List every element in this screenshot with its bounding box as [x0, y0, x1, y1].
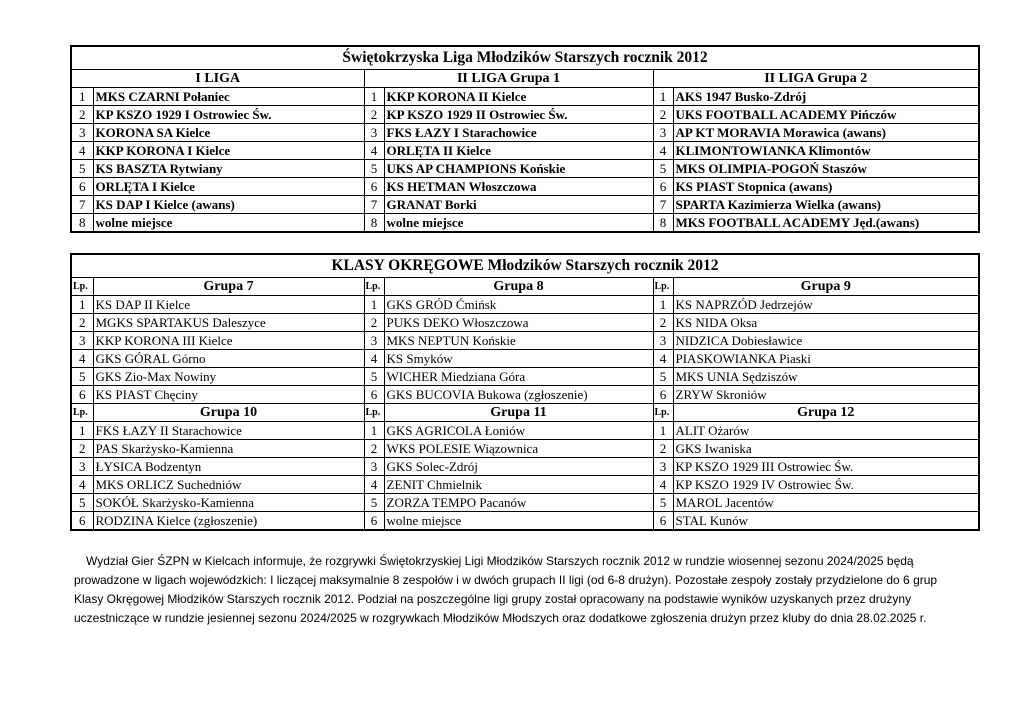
- row-number: 2: [364, 106, 384, 124]
- group-header: II LIGA Grupa 2: [653, 70, 979, 88]
- row-number: 3: [364, 124, 384, 142]
- table-row: [71, 88, 979, 106]
- table-row: [71, 160, 979, 178]
- lp-label: Lp.: [71, 404, 93, 422]
- lp-label: Lp.: [71, 278, 93, 296]
- team-name: GKS AGRICOLA Łoniów: [384, 422, 653, 440]
- table-row: [71, 142, 979, 160]
- row-number: 7: [653, 196, 673, 214]
- team-name: wolne miejsce: [384, 214, 653, 233]
- group-header: Grupa 8: [384, 278, 653, 296]
- table-row: [71, 196, 979, 214]
- row-number: 6: [71, 178, 93, 196]
- row-number: 4: [653, 476, 673, 494]
- table-row: [71, 332, 979, 350]
- team-name: PUKS DEKO Włoszczowa: [384, 314, 653, 332]
- table-row: [71, 494, 979, 512]
- row-number: 2: [653, 106, 673, 124]
- team-name: MKS OLIMPIA-POGOŃ Staszów: [673, 160, 979, 178]
- row-number: 3: [653, 458, 673, 476]
- row-number: 4: [71, 350, 93, 368]
- team-name: NIDZICA Dobiesławice: [673, 332, 979, 350]
- team-name: KS NAPRZÓD Jedrzejów: [673, 296, 979, 314]
- row-number: 5: [653, 160, 673, 178]
- row-number: 5: [653, 368, 673, 386]
- team-name: KP KSZO 1929 IV Ostrowiec Św.: [673, 476, 979, 494]
- row-number: 3: [71, 124, 93, 142]
- row-number: 1: [71, 296, 93, 314]
- row-number: 6: [653, 178, 673, 196]
- team-name: KS PIAST Stopnica (awans): [673, 178, 979, 196]
- team-name: FKS ŁAZY II Starachowice: [93, 422, 364, 440]
- lp-label: Lp.: [653, 404, 673, 422]
- table-row: [71, 350, 979, 368]
- row-number: 5: [364, 160, 384, 178]
- team-name: KLIMONTOWIANKA Klimontów: [673, 142, 979, 160]
- team-name: KS BASZTA Rytwiany: [93, 160, 364, 178]
- lp-label: Lp.: [653, 278, 673, 296]
- team-name: SPARTA Kazimierza Wielka (awans): [673, 196, 979, 214]
- team-name: KS PIAST Chęciny: [93, 386, 364, 404]
- team-name: STAL Kunów: [673, 512, 979, 531]
- team-name: MKS FOOTBALL ACADEMY Jęd.(awans): [673, 214, 979, 233]
- row-number: 5: [71, 160, 93, 178]
- team-name: KORONA SA Kielce: [93, 124, 364, 142]
- group-header: Grupa 10: [93, 404, 364, 422]
- row-number: 5: [364, 494, 384, 512]
- row-number: 3: [653, 124, 673, 142]
- row-number: 5: [364, 368, 384, 386]
- row-number: 2: [364, 440, 384, 458]
- row-number: 6: [364, 512, 384, 531]
- row-number: 7: [364, 196, 384, 214]
- lp-label: Lp.: [364, 404, 384, 422]
- team-name: wolne miejsce: [384, 512, 653, 531]
- team-name: ORLĘTA II Kielce: [384, 142, 653, 160]
- team-name: GKS Solec-Zdrój: [384, 458, 653, 476]
- row-number: 1: [653, 422, 673, 440]
- team-name: GKS GRÓD Ćmińsk: [384, 296, 653, 314]
- team-name: KP KSZO 1929 II Ostrowiec Św.: [384, 106, 653, 124]
- row-number: 3: [364, 458, 384, 476]
- team-name: MKS UNIA Sędziszów: [673, 368, 979, 386]
- team-name: MKS CZARNI Połaniec: [93, 88, 364, 106]
- liga-table: [70, 45, 980, 233]
- group-header-row: [71, 404, 979, 422]
- team-name: ZENIT Chmielnik: [384, 476, 653, 494]
- table-row: [71, 368, 979, 386]
- row-number: 6: [364, 386, 384, 404]
- team-name: GRANAT Borki: [384, 196, 653, 214]
- table-row: [71, 386, 979, 404]
- team-name: RODZINA Kielce (zgłoszenie): [93, 512, 364, 531]
- team-name: MGKS SPARTAKUS Daleszyce: [93, 314, 364, 332]
- row-number: 3: [71, 458, 93, 476]
- group-header: II LIGA Grupa 1: [364, 70, 653, 88]
- team-name: ORLĘTA I Kielce: [93, 178, 364, 196]
- liga-title: Świętokrzyska Liga Młodzików Starszych rocznik 2012: [71, 46, 979, 70]
- lp-label: Lp.: [364, 278, 384, 296]
- row-number: 2: [653, 440, 673, 458]
- team-name: MAROL Jacentów: [673, 494, 979, 512]
- row-number: 2: [364, 314, 384, 332]
- group-header: Grupa 12: [673, 404, 979, 422]
- row-number: 2: [71, 314, 93, 332]
- row-number: 1: [364, 88, 384, 106]
- team-name: KS DAP II Kielce: [93, 296, 364, 314]
- row-number: 4: [653, 350, 673, 368]
- table-row: [71, 512, 979, 531]
- table-row: [71, 106, 979, 124]
- row-number: 6: [364, 178, 384, 196]
- table-row: [71, 422, 979, 440]
- team-name: UKS AP CHAMPIONS Końskie: [384, 160, 653, 178]
- row-number: 3: [653, 332, 673, 350]
- row-number: 1: [71, 422, 93, 440]
- table-row: [71, 476, 979, 494]
- team-name: WICHER Miedziana Góra: [384, 368, 653, 386]
- row-number: 4: [653, 142, 673, 160]
- info-note: [74, 552, 954, 628]
- row-number: 5: [71, 494, 93, 512]
- group-header: Grupa 9: [673, 278, 979, 296]
- group-header-row: [71, 278, 979, 296]
- row-number: 3: [71, 332, 93, 350]
- row-number: 1: [71, 88, 93, 106]
- klasy-table: [70, 253, 980, 531]
- team-name: KS DAP I Kielce (awans): [93, 196, 364, 214]
- team-name: MKS NEPTUN Końskie: [384, 332, 653, 350]
- team-name: ŁYSICA Bodzentyn: [93, 458, 364, 476]
- team-name: KS HETMAN Włoszczowa: [384, 178, 653, 196]
- row-number: 4: [71, 142, 93, 160]
- row-number: 7: [71, 196, 93, 214]
- group-header: Grupa 11: [384, 404, 653, 422]
- row-number: 1: [653, 296, 673, 314]
- row-number: 5: [653, 494, 673, 512]
- team-name: PAS Skarżysko-Kamienna: [93, 440, 364, 458]
- team-name: GKS Zio-Max Nowiny: [93, 368, 364, 386]
- table-row: [71, 296, 979, 314]
- row-number: 2: [71, 440, 93, 458]
- team-name: SOKÓŁ Skarżysko-Kamienna: [93, 494, 364, 512]
- row-number: 8: [653, 214, 673, 233]
- group-header: Grupa 7: [93, 278, 364, 296]
- row-number: 4: [71, 476, 93, 494]
- row-number: 4: [364, 142, 384, 160]
- team-name: AKS 1947 Busko-Zdrój: [673, 88, 979, 106]
- team-name: FKS ŁAZY I Starachowice: [384, 124, 653, 142]
- info-text: Wydział Gier ŚZPN w Kielcach informuje, że rozgrywki Świętokrzyskiej Ligi Młodzików Starszych rocznik 2012 w rundzie wiosennej sezonu 2024/2025 będą prowadzone w ligach wojewódzkich: I liczącej maksymalnie 8 zespołów i w dwóch grupach II ligi (od 6-8 drużyn). Pozostałe zespoły zostały przydzielone do 6 grup Klasy Okręgowej Młodzików Starszych rocznik 2012. Podział na poszczególne ligi grupy został opracowany na podstawie wyników uzyskanych przez drużyny uczestniczące w rundzie jesiennej sezonu 2024/2025 w rozgrywkach Młodzików Młodszych oraz dodatkowe zgłoszenia drużyn przez kluby do dnia 28.02.2025 r.: [74, 554, 938, 625]
- team-name: KP KSZO 1929 III Ostrowiec Św.: [673, 458, 979, 476]
- row-number: 1: [653, 88, 673, 106]
- team-name: KS Smyków: [384, 350, 653, 368]
- table-row: [71, 178, 979, 196]
- team-name: WKS POLESIE Wiązownica: [384, 440, 653, 458]
- team-name: UKS FOOTBALL ACADEMY Pińczów: [673, 106, 979, 124]
- row-number: 3: [364, 332, 384, 350]
- team-name: PIASKOWIANKA Piaski: [673, 350, 979, 368]
- row-number: 8: [364, 214, 384, 233]
- row-number: 2: [653, 314, 673, 332]
- table-row: [71, 314, 979, 332]
- row-number: 1: [364, 296, 384, 314]
- row-number: 6: [71, 512, 93, 531]
- team-name: GKS BUCOVIA Bukowa (zgłoszenie): [384, 386, 653, 404]
- row-number: 6: [653, 386, 673, 404]
- row-number: 1: [364, 422, 384, 440]
- group-header: I LIGA: [71, 70, 364, 88]
- table-row: [71, 440, 979, 458]
- team-name: ZORZA TEMPO Pacanów: [384, 494, 653, 512]
- team-name: ALIT Ożarów: [673, 422, 979, 440]
- row-number: 2: [71, 106, 93, 124]
- team-name: KKP KORONA II Kielce: [384, 88, 653, 106]
- row-number: 4: [364, 350, 384, 368]
- row-number: 4: [364, 476, 384, 494]
- team-name: MKS ORLICZ Suchedniów: [93, 476, 364, 494]
- team-name: KS NIDA Oksa: [673, 314, 979, 332]
- table-row: [71, 214, 979, 233]
- team-name: GKS Iwaniska: [673, 440, 979, 458]
- table-row: [71, 124, 979, 142]
- team-name: ZRYW Skroniów: [673, 386, 979, 404]
- row-number: 6: [653, 512, 673, 531]
- team-name: KP KSZO 1929 I Ostrowiec Św.: [93, 106, 364, 124]
- klasy-title: KLASY OKRĘGOWE Młodzików Starszych rocznik 2012: [71, 254, 979, 278]
- row-number: 5: [71, 368, 93, 386]
- row-number: 6: [71, 386, 93, 404]
- team-name: KKP KORONA III Kielce: [93, 332, 364, 350]
- team-name: wolne miejsce: [93, 214, 364, 233]
- row-number: 8: [71, 214, 93, 233]
- team-name: KKP KORONA I Kielce: [93, 142, 364, 160]
- team-name: AP KT MORAVIA Morawica (awans): [673, 124, 979, 142]
- team-name: GKS GÓRAL Górno: [93, 350, 364, 368]
- table-row: [71, 458, 979, 476]
